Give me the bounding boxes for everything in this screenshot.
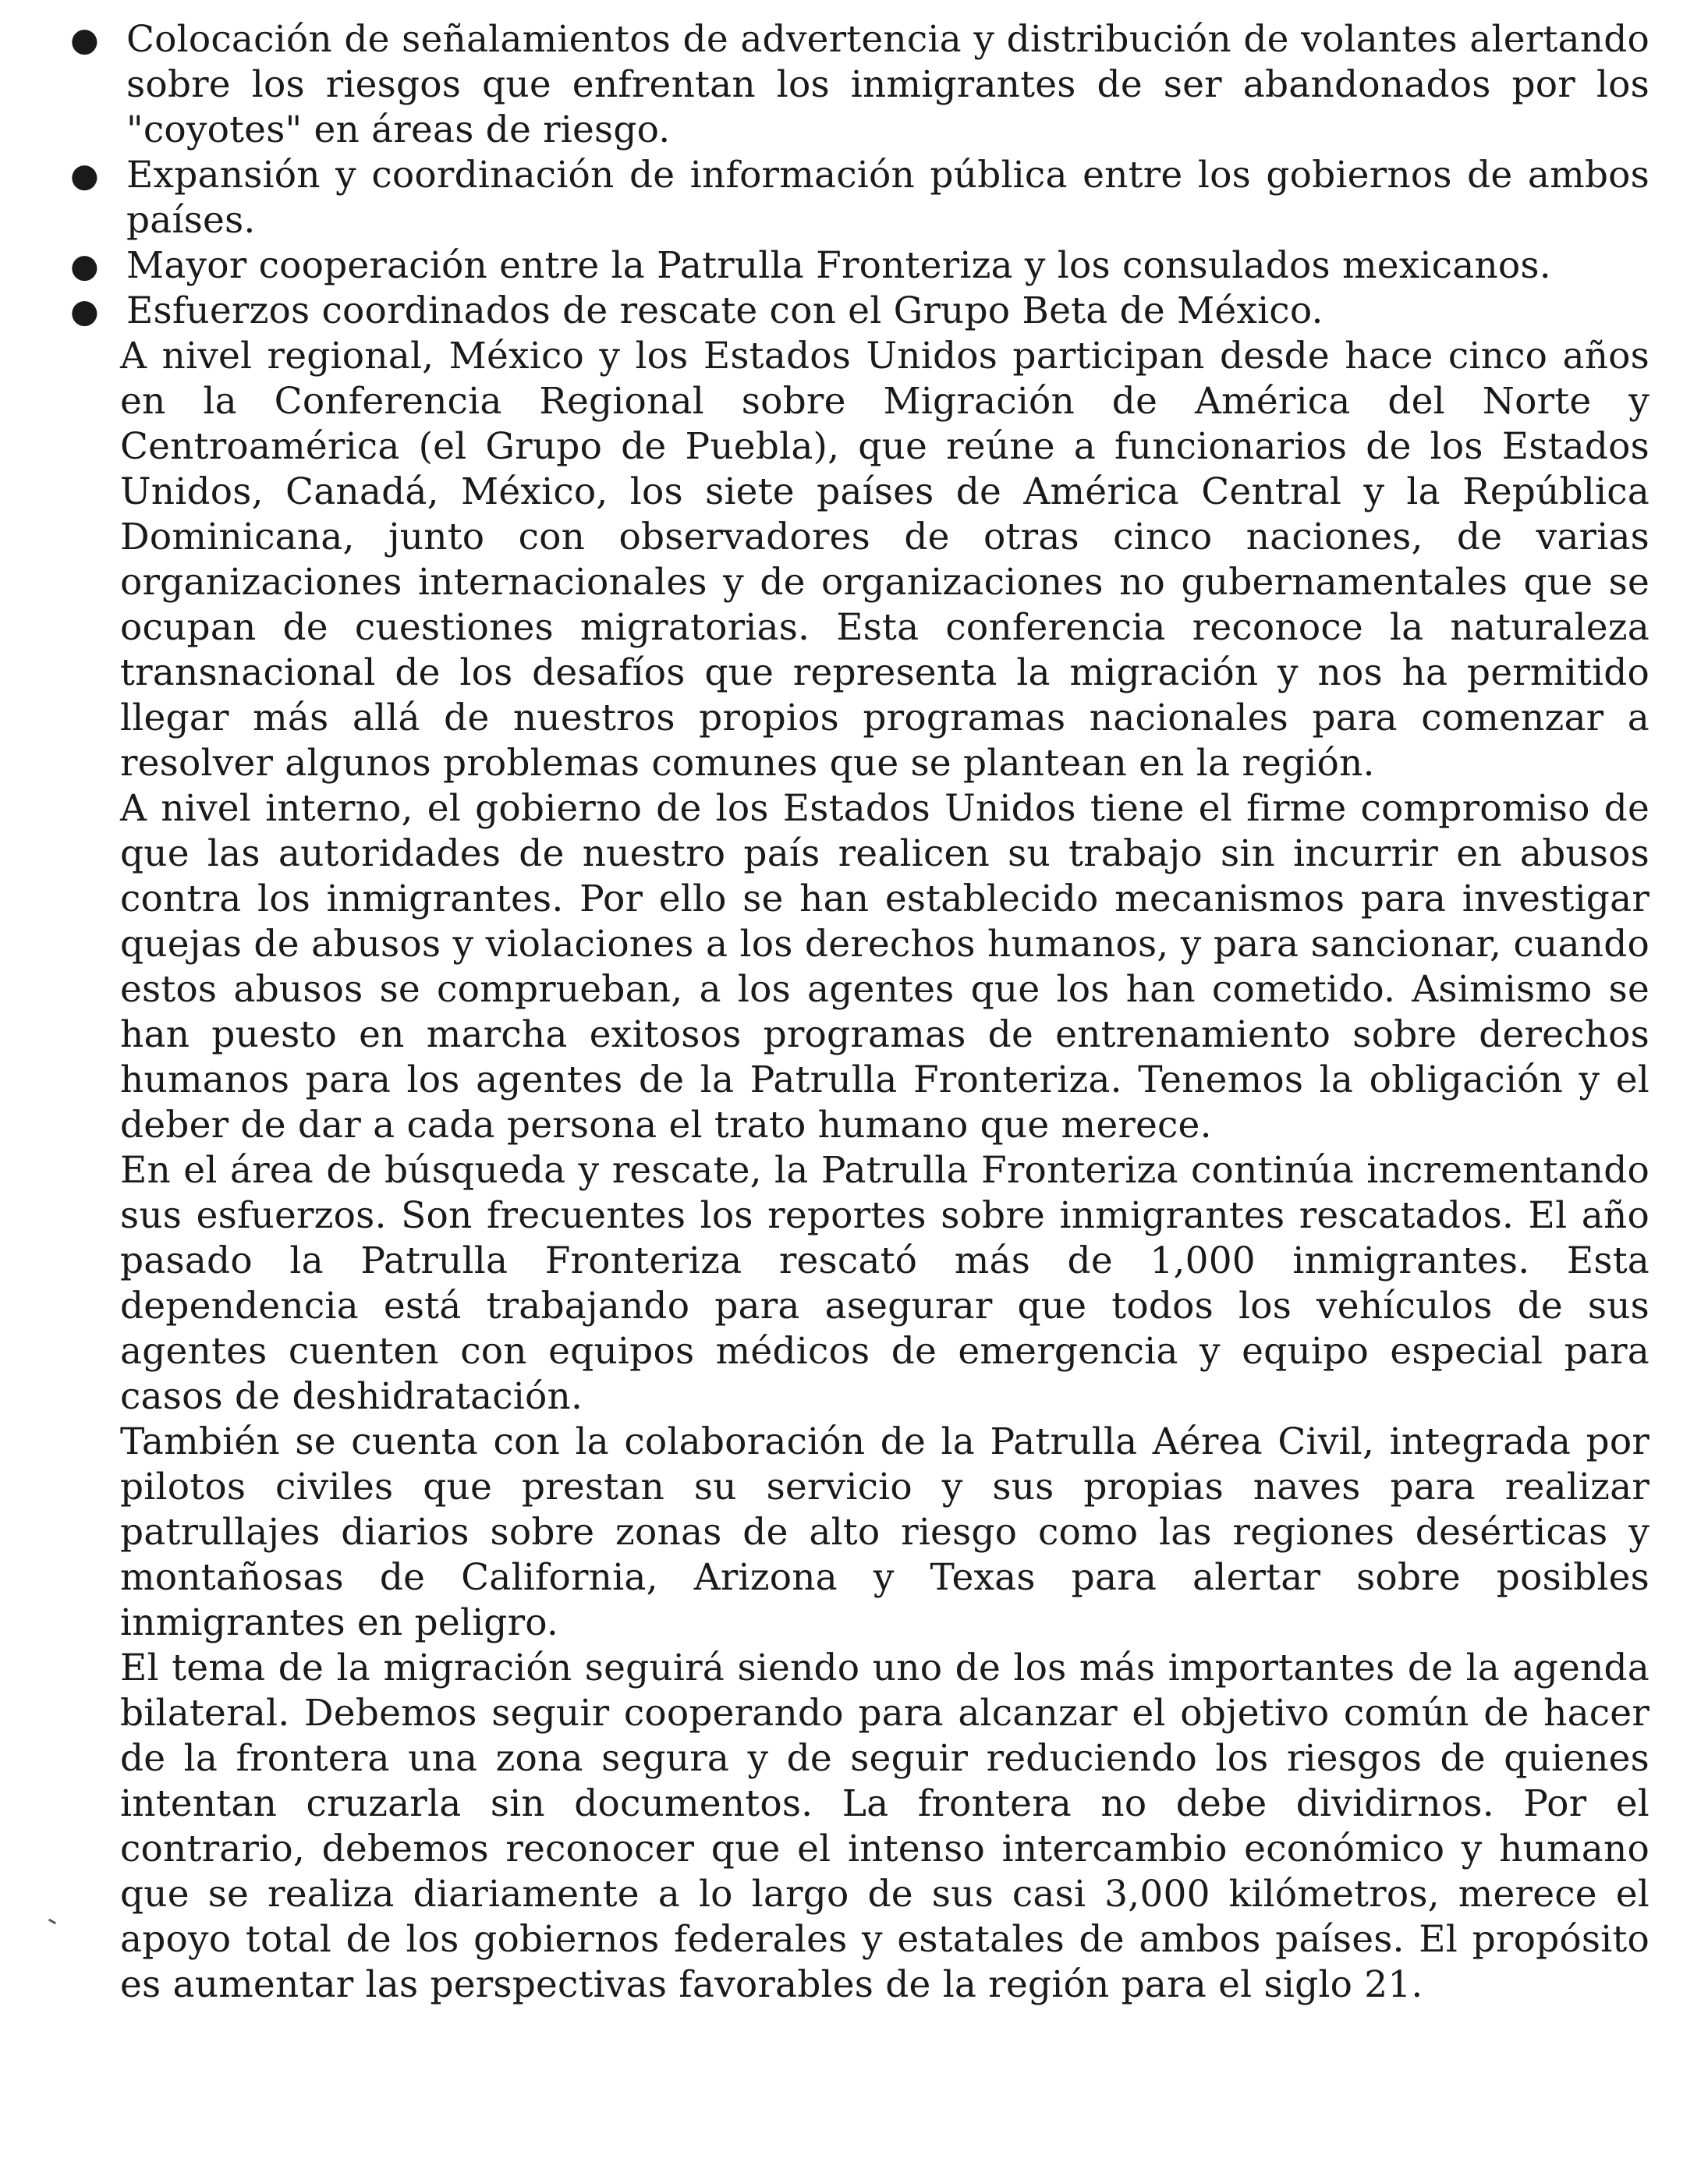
bullet-text: Colocación de señalamientos de advertencia y distribución de volantes alertando sobre los riesgos que enfrentan los inmigrantes de ser abandonados por los "coyotes" en áreas de riesgo. <box>126 18 1650 151</box>
bullet-list <box>70 17 1650 334</box>
bullet-icon: ● <box>70 156 99 194</box>
bullet-item <box>70 243 1650 289</box>
paragraph-conclusion: El tema de la migración seguirá siendo uno de los más importantes de la agenda bilateral. Debemos seguir cooperando para alcanzar el objetivo común de hacer de la frontera una zona segura y de seguir reduciendo los riesgos de quienes intentan cruzarla sin documentos. La frontera no debe dividirnos. Por el contrario, debemos reconocer que el intenso intercambio económico y humano que se realiza diariamente a lo largo de sus casi 3,000 kilómetros, merece el apoyo total de los gobiernos federales y estatales de ambos países. El propósito es aumentar las perspectivas favorables de la región para el siglo 21. <box>120 1647 1650 2006</box>
paragraph-rescate: En el área de búsqueda y rescate, la Patrulla Fronteriza continúa incrementando sus esfuerzos. Son frecuentes los reportes sobre inmigrantes rescatados. El año pasado la Patrulla Fronteriza rescató más de 1,000 inmigrantes. Esta dependencia está trabajando para asegurar que todos los vehículos de sus agentes cuenten con equipos médicos de emergencia y equipo especial para casos de deshidratación. <box>120 1149 1650 1418</box>
bullet-icon: ● <box>70 292 99 330</box>
body-text <box>101 334 1650 2008</box>
bullet-item <box>70 17 1650 153</box>
paragraph-regional: A nivel regional, México y los Estados Unidos participan desde hace cinco años en la Conferencia Regional sobre Migración de América del Norte y Centroamérica (el Grupo de Puebla), que reúne a funcionarios de los Estados Unidos, Canadá, México, los siete países de América Central y la República Dominicana, junto con observadores de otras cinco naciones, de varias organizaciones internacionales y de organizaciones no gubernamentales que se ocupan de cuestiones migratorias. Esta conferencia reconoce la naturaleza transnacional de los desafíos que representa la migración y nos ha permitido llegar más allá de nuestros propios programas nacionales para comenzar a resolver algunos problemas comunes que se plantean en la región. <box>120 335 1650 785</box>
paragraph-patrulla-aerea: También se cuenta con la colaboración de la Patrulla Aérea Civil, integrada por pilotos civiles que prestan su servicio y sus propias naves para realizar patrullajes diarios sobre zonas de alto riesgo como las regiones desérticas y montañosas de California, Arizona y Texas para alertar sobre posibles inmigrantes en peligro. <box>120 1420 1650 1644</box>
bullet-text: Esfuerzos coordinados de rescate con el Grupo Beta de México. <box>126 289 1324 332</box>
bullet-text: Mayor cooperación entre la Patrulla Fronteriza y los consulados mexicanos. <box>126 244 1551 287</box>
bullet-icon: ● <box>70 20 99 58</box>
bullet-text: Expansión y coordinación de información pública entre los gobiernos de ambos países. <box>126 154 1650 242</box>
bullet-item <box>70 289 1650 334</box>
bullet-icon: ● <box>70 246 99 285</box>
paragraph-interno: A nivel interno, el gobierno de los Estados Unidos tiene el firme compromiso de que las autoridades de nuestro país realicen su trabajo sin incurrir en abusos contra los inmigrantes. Por ello se han establecido mecanismos para investigar quejas de abusos y violaciones a los derechos humanos, y para sancionar, cuando estos abusos se comprueban, a los agentes que los han cometido. Asimismo se han puesto en marcha exitosos programas de entrenamiento sobre derechos humanos para los agentes de la Patrulla Fronteriza. Tenemos la obligación y el deber de dar a cada persona el trato humano que merece. <box>120 787 1650 1147</box>
bullet-item <box>70 153 1650 243</box>
document-page <box>70 17 1650 2008</box>
scan-speck <box>48 1919 56 1925</box>
